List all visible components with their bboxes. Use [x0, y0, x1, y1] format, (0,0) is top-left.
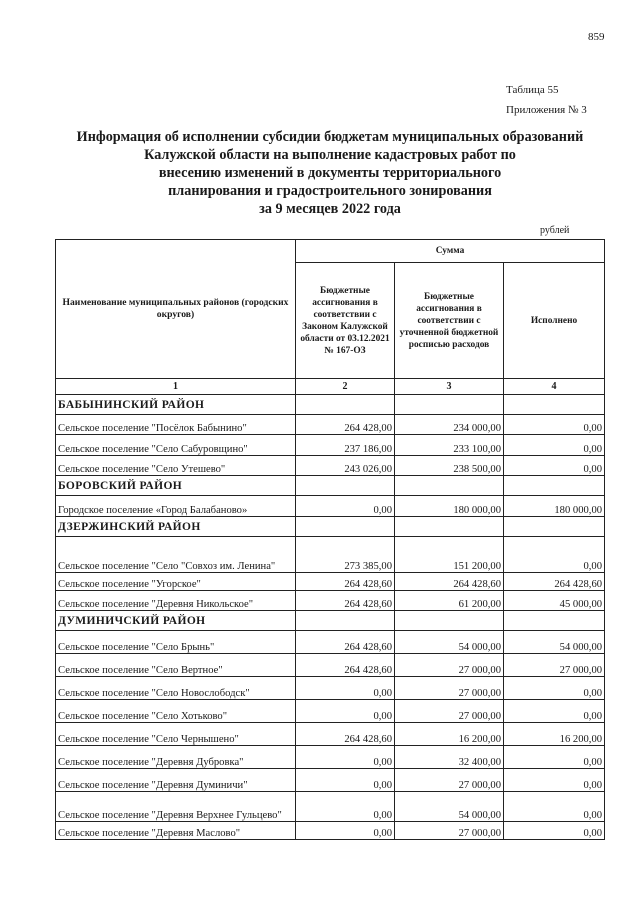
- budget-law-cell: 264 428,60: [296, 573, 395, 591]
- empty-cell: [504, 476, 605, 496]
- header-col2: Бюджетные ассигнования в соответствии с Законом Калужской области от 03.12.2021 № 167-ОЗ: [296, 263, 395, 379]
- empty-cell: [504, 517, 605, 537]
- executed-cell: 0,00: [504, 769, 605, 792]
- table-row: [56, 723, 605, 746]
- executed-cell: 264 428,60: [504, 573, 605, 591]
- budget-law-cell: 264 428,60: [296, 591, 395, 611]
- settlement-name: Сельское поселение "Село Вертное": [56, 654, 296, 677]
- unit-label: рублей: [540, 225, 570, 236]
- title-line: Калужской области на выполнение кадастровых работ по: [144, 147, 516, 163]
- table-row: [56, 654, 605, 677]
- settlement-name: Сельское поселение "Село Брынь": [56, 631, 296, 654]
- table-row: [56, 746, 605, 769]
- budget-revised-cell: 27 000,00: [395, 700, 504, 723]
- title-line: Информация об исполнении субсидии бюджетам муниципальных образований: [76, 129, 584, 145]
- settlement-name: Сельское поселение "Село Утешево": [56, 456, 296, 476]
- district-name: БОРОВСКИЙ РАЙОН: [56, 476, 296, 496]
- executed-cell: 45 000,00: [504, 591, 605, 611]
- executed-cell: 0,00: [504, 537, 605, 573]
- budget-law-cell: 0,00: [296, 677, 395, 700]
- title-line: за 9 месяцев 2022 года: [259, 201, 401, 217]
- empty-cell: [504, 611, 605, 631]
- budget-law-cell: 0,00: [296, 769, 395, 792]
- empty-cell: [395, 517, 504, 537]
- table-label: Таблица 55: [506, 84, 559, 96]
- budget-revised-cell: 32 400,00: [395, 746, 504, 769]
- budget-revised-cell: 238 500,00: [395, 456, 504, 476]
- empty-cell: [395, 611, 504, 631]
- budget-law-cell: 264 428,60: [296, 654, 395, 677]
- column-number: 3: [395, 379, 504, 395]
- executed-cell: 0,00: [504, 746, 605, 769]
- header-col4: Исполнено: [504, 263, 605, 379]
- executed-cell: 0,00: [504, 792, 605, 822]
- executed-cell: 16 200,00: [504, 723, 605, 746]
- header-name: Наименование муниципальных районов (городских округов): [56, 240, 296, 379]
- table-row: [56, 537, 605, 573]
- column-number: 2: [296, 379, 395, 395]
- title-line: планирования и градостроительного зонирования: [168, 183, 492, 199]
- budget-revised-cell: 27 000,00: [395, 822, 504, 840]
- budget-revised-cell: 54 000,00: [395, 631, 504, 654]
- settlement-name: Сельское поселение "Село Сабуровщино": [56, 435, 296, 456]
- district-row: [56, 611, 605, 631]
- district-name: ДУМИНИЧСКИЙ РАЙОН: [56, 611, 296, 631]
- executed-cell: 0,00: [504, 415, 605, 435]
- subsidy-table: [55, 239, 605, 840]
- settlement-name: Сельское поселение "Деревня Дубровка": [56, 746, 296, 769]
- settlement-name: Сельское поселение "Деревня Верхнее Гульцево": [56, 792, 296, 822]
- executed-cell: 0,00: [504, 677, 605, 700]
- column-number: 4: [504, 379, 605, 395]
- budget-revised-cell: 61 200,00: [395, 591, 504, 611]
- empty-cell: [296, 517, 395, 537]
- executed-cell: 0,00: [504, 456, 605, 476]
- settlement-name: Сельское поселение "Село Чернышено": [56, 723, 296, 746]
- table-row: [56, 456, 605, 476]
- settlement-name: Сельское поселение "Деревня Никольское": [56, 591, 296, 611]
- empty-cell: [395, 476, 504, 496]
- budget-revised-cell: 151 200,00: [395, 537, 504, 573]
- executed-cell: 27 000,00: [504, 654, 605, 677]
- table-row: [56, 435, 605, 456]
- title-line: внесению изменений в документы территориального: [158, 165, 502, 181]
- table-row: [56, 792, 605, 822]
- budget-law-cell: 0,00: [296, 746, 395, 769]
- table-row: [56, 591, 605, 611]
- settlement-name: Сельское поселение "Угорское": [56, 573, 296, 591]
- table-row: [56, 769, 605, 792]
- budget-law-cell: 264 428,60: [296, 723, 395, 746]
- budget-law-cell: 273 385,00: [296, 537, 395, 573]
- district-name: БАБЫНИНСКИЙ РАЙОН: [56, 395, 296, 415]
- settlement-name: Городское поселение «Город Балабаново»: [56, 496, 296, 517]
- budget-revised-cell: 27 000,00: [395, 769, 504, 792]
- settlement-name: Сельское поселение "Деревня Думиничи": [56, 769, 296, 792]
- table-row: [56, 822, 605, 840]
- appendix-label: Приложения № 3: [506, 104, 587, 116]
- column-number: 1: [56, 379, 296, 395]
- district-row: [56, 517, 605, 537]
- settlement-name: Сельское поселение "Деревня Маслово": [56, 822, 296, 840]
- budget-law-cell: 0,00: [296, 496, 395, 517]
- budget-revised-cell: 264 428,60: [395, 573, 504, 591]
- table-row: [56, 677, 605, 700]
- district-row: [56, 476, 605, 496]
- table-row: [56, 700, 605, 723]
- executed-cell: 0,00: [504, 822, 605, 840]
- budget-law-cell: 264 428,00: [296, 415, 395, 435]
- budget-law-cell: 0,00: [296, 700, 395, 723]
- header-col3: Бюджетные ассигнования в соответствии с уточненной бюджетной росписью расходов: [395, 263, 504, 379]
- budget-revised-cell: 54 000,00: [395, 792, 504, 822]
- budget-revised-cell: 233 100,00: [395, 435, 504, 456]
- settlement-name: Сельское поселение "Село "Совхоз им. Ленина": [56, 537, 296, 573]
- header-sum: Сумма: [296, 240, 605, 263]
- executed-cell: 180 000,00: [504, 496, 605, 517]
- empty-cell: [504, 395, 605, 415]
- budget-revised-cell: 180 000,00: [395, 496, 504, 517]
- table-row: [56, 631, 605, 654]
- table-row: [56, 415, 605, 435]
- table-row: [56, 573, 605, 591]
- executed-cell: 0,00: [504, 700, 605, 723]
- settlement-name: Сельское поселение "Посёлок Бабынино": [56, 415, 296, 435]
- budget-revised-cell: 27 000,00: [395, 677, 504, 700]
- settlement-name: Сельское поселение "Село Хотьково": [56, 700, 296, 723]
- district-row: [56, 395, 605, 415]
- budget-law-cell: 243 026,00: [296, 456, 395, 476]
- settlement-name: Сельское поселение "Село Новослободск": [56, 677, 296, 700]
- district-name: ДЗЕРЖИНСКИЙ РАЙОН: [56, 517, 296, 537]
- table-row: [56, 496, 605, 517]
- budget-law-cell: 0,00: [296, 822, 395, 840]
- empty-cell: [296, 611, 395, 631]
- budget-law-cell: 264 428,60: [296, 631, 395, 654]
- budget-revised-cell: 16 200,00: [395, 723, 504, 746]
- document-title: [56, 128, 604, 218]
- budget-law-cell: 237 186,00: [296, 435, 395, 456]
- budget-law-cell: 0,00: [296, 792, 395, 822]
- empty-cell: [296, 395, 395, 415]
- executed-cell: 54 000,00: [504, 631, 605, 654]
- table-body: [56, 395, 605, 840]
- empty-cell: [395, 395, 504, 415]
- empty-cell: [296, 476, 395, 496]
- page-number: 859: [588, 31, 605, 43]
- budget-revised-cell: 234 000,00: [395, 415, 504, 435]
- executed-cell: 0,00: [504, 435, 605, 456]
- budget-revised-cell: 27 000,00: [395, 654, 504, 677]
